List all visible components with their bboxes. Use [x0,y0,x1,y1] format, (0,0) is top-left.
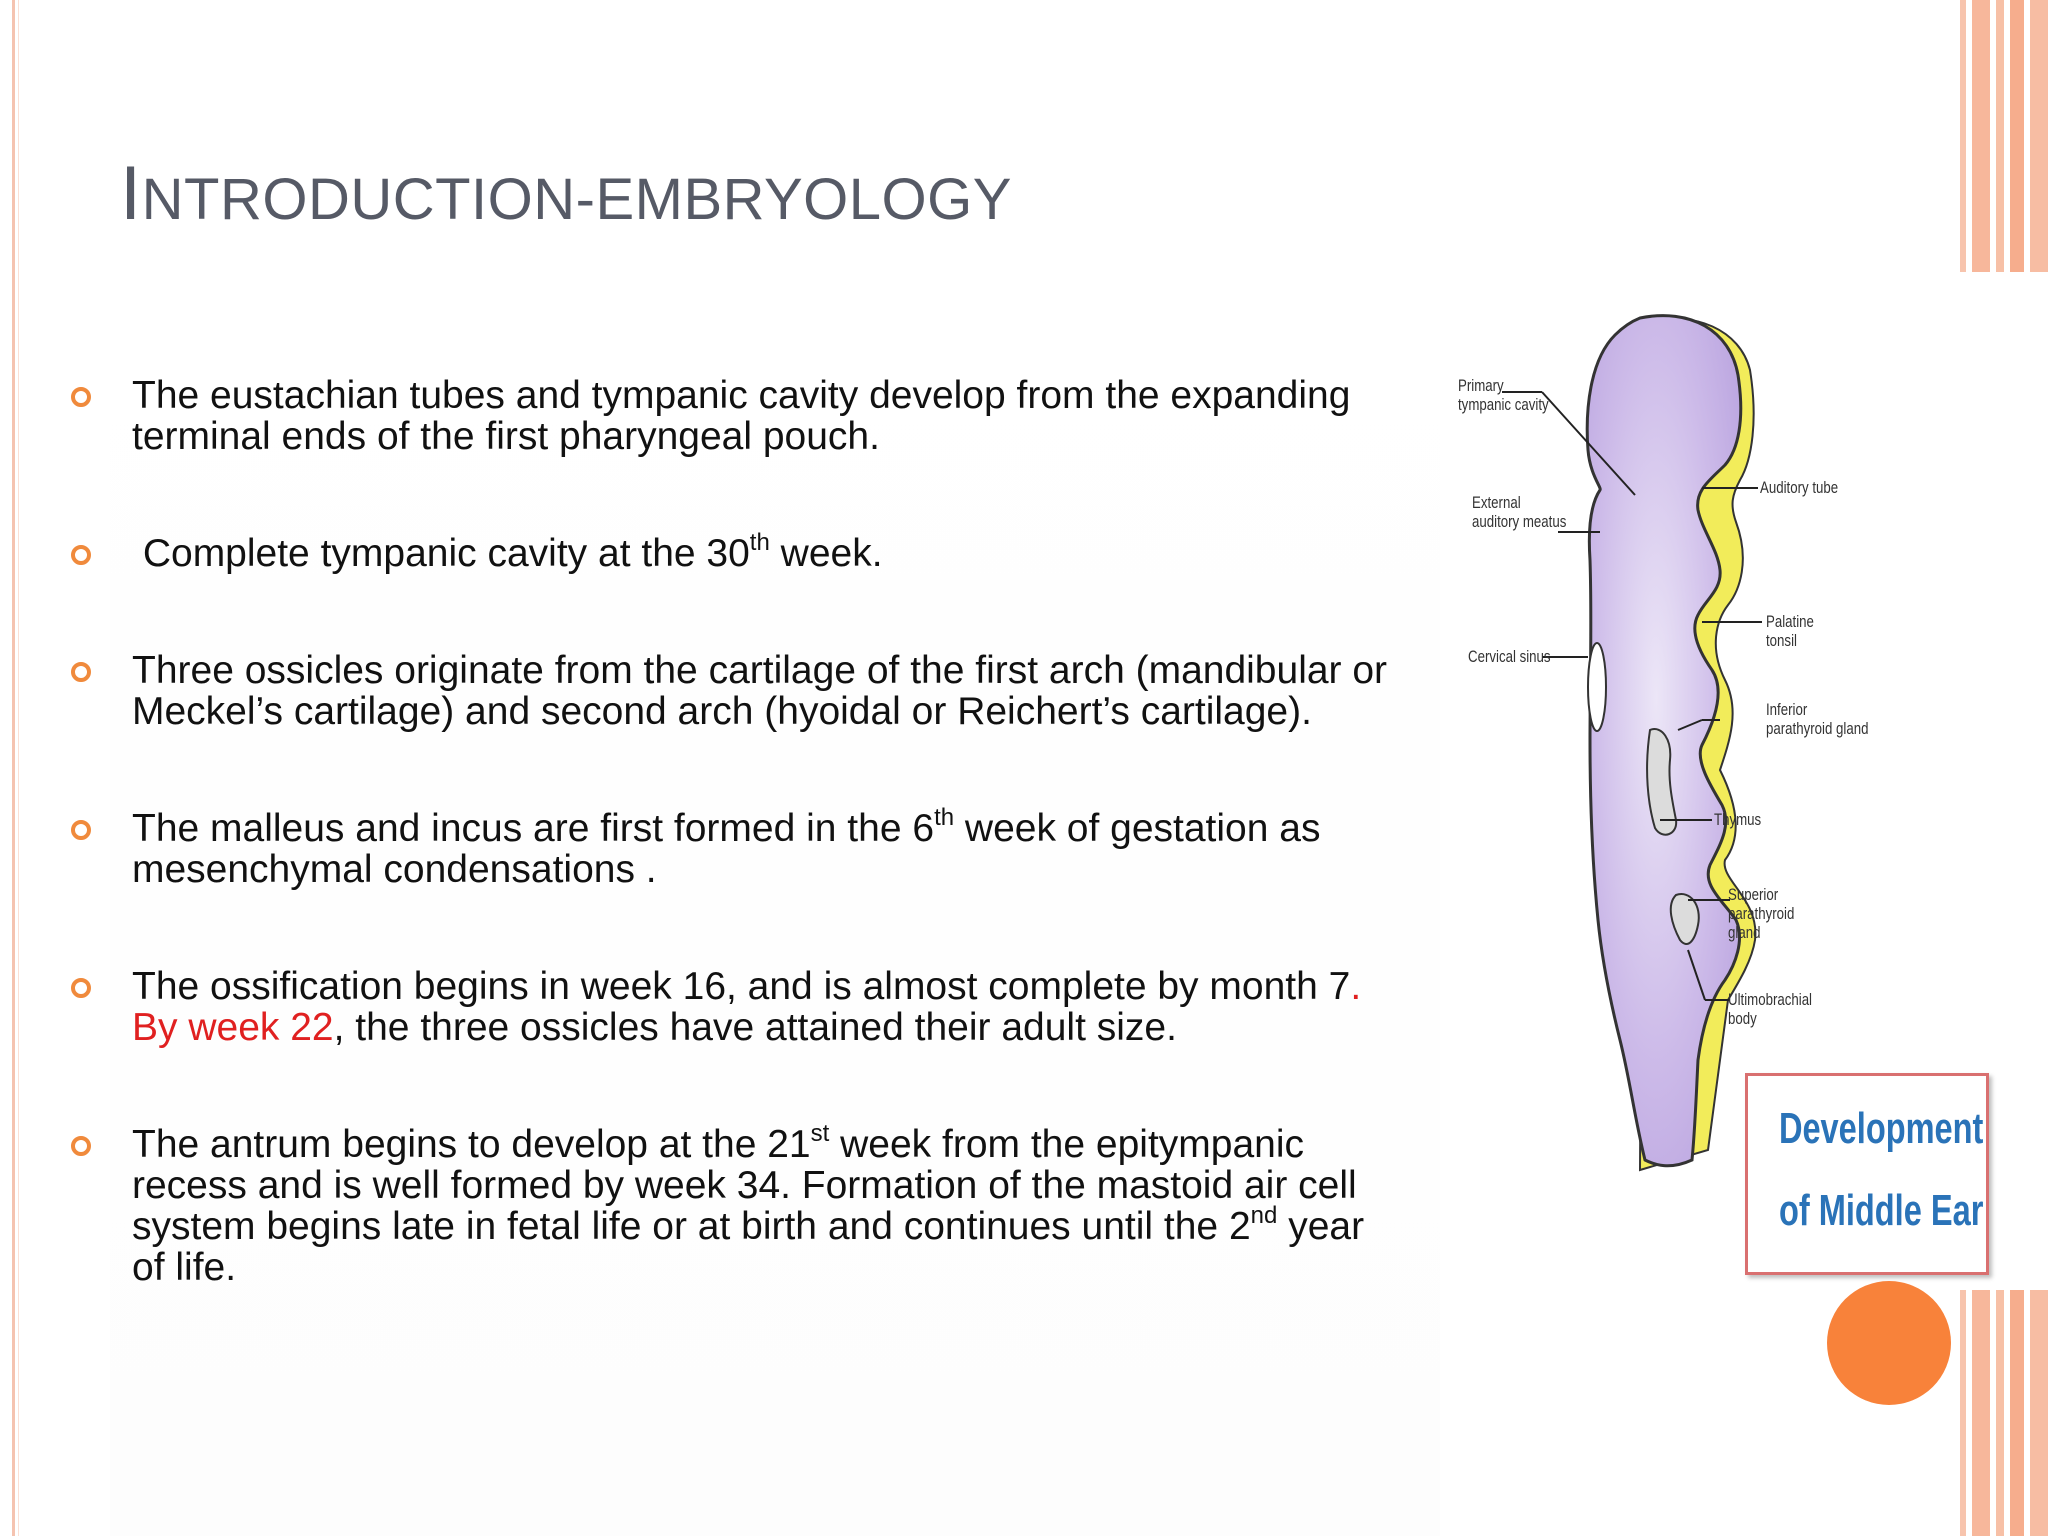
bullet-marker-icon [71,820,91,840]
label-inferior-parathyroid-gland [1766,700,1868,738]
label-line: parathyroid [1728,904,1795,923]
bullet-marker-icon [71,387,91,407]
bullet-marker-icon [71,1136,91,1156]
label-superior-parathyroid-gland [1728,885,1794,942]
label-line: Primary [1458,376,1504,395]
label-line: body [1728,1009,1757,1028]
bullet-marker-icon [71,662,91,682]
caption-line-1: Development [1778,1104,1984,1153]
superscript: th [749,529,770,556]
bullet-text: Three ossicles originate from the cartilage of the first arch (mandibular or Meckel’s cartilage) and second arch (hyoidal or Reichert’s cartilage). [132,649,1388,733]
bullet-text-part: Complete tympanic cavity at the 30 [132,532,750,575]
label-line: auditory meatus [1472,512,1567,531]
cervical-sinus-shape [1588,643,1606,731]
bullet-item [60,375,1400,457]
left-border-line-inner [18,0,19,1536]
figure-caption [1745,1073,1989,1275]
bullet-text [132,965,1361,1049]
bullet-text-part: week from the epitympanic recess and is well formed by week 34. Formation of the mastoid air cell system begins late in fetal life or at birth and continues until the 2 [132,1123,1357,1248]
label-line: gland [1728,923,1761,942]
bullet-text: The eustachian tubes and tympanic cavity develop from the expanding terminal ends of the first pharyngeal pouch. [132,374,1351,458]
label-thymus: Thymus [1714,810,1762,829]
superscript: th [934,804,955,831]
label-auditory-tube: Auditory tube [1760,478,1839,497]
caption-line-2: of Middle Ear [1778,1186,1984,1235]
label-line: Inferior [1766,700,1808,719]
bullet-text [132,804,1321,891]
bullet-item [60,966,1400,1048]
title-initial: I [120,151,142,236]
bullet-item [60,804,1400,891]
bullet-text-part: , the three ossicles have attained their adult size. [333,1006,1177,1049]
label-primary-tympanic-cavity [1458,376,1549,414]
decorative-circle [1827,1281,1951,1405]
label-line: Palatine [1766,612,1814,631]
bullet-item [60,650,1400,732]
label-line: Ultimobrachial [1728,990,1813,1009]
bullet-text [132,529,883,575]
bullet-marker-icon [71,545,91,565]
bullet-text-part: The antrum begins to develop at the 21 [132,1123,811,1166]
label-external-auditory-meatus [1472,493,1566,531]
bullet-item [60,1120,1400,1289]
title-rest: NTRODUCTION-EMBRYOLOGY [141,167,1012,232]
label-palatine-tonsil [1766,612,1814,650]
bullet-text-part: The ossification begins in week 16, and is almost complete by month 7 [132,965,1351,1008]
highlighted-text: . By week 22 [132,965,1362,1049]
label-line: tonsil [1766,631,1797,650]
bullet-item [60,529,1400,575]
bullet-text-part: year of life. [132,1205,1365,1289]
left-border-line [12,0,15,1536]
label-line: tympanic cavity [1458,395,1549,414]
label-line: Superior [1728,885,1779,904]
label-ultimobrachial-body [1728,990,1812,1028]
superscript: nd [1250,1202,1278,1229]
bullet-list [60,375,1400,1288]
bullet-text [132,1120,1365,1289]
bullet-text-part: week. [769,532,883,575]
bullet-marker-icon [71,978,91,998]
label-line: External [1472,493,1521,512]
bullet-text-part: The malleus and incus are first formed in the 6 [132,807,935,850]
slide-title [120,150,1012,237]
bullet-text-part: week of gestation as mesenchymal condensations . [132,807,1321,891]
superscript: st [810,1120,830,1147]
label-cervical-sinus: Cervical sinus [1468,647,1551,666]
label-line: parathyroid gland [1766,719,1869,738]
